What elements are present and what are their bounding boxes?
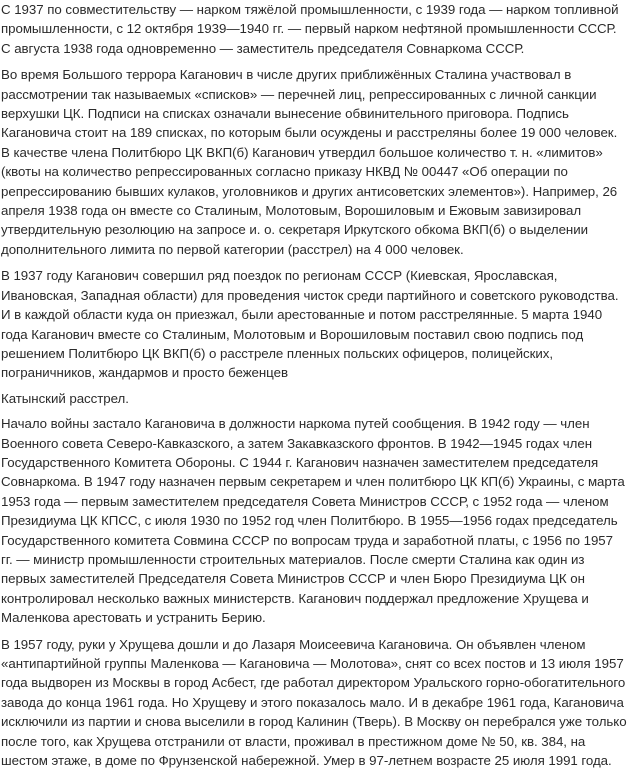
paragraph-1957-removal: В 1957 году, руки у Хрущева дошли и до Лазаря Моисеевича Кагановича. Он объявлен членом «антипартийной группы Маленкова — Кагановича — Молотова», снят со всех постов и 13 июля 1957 года выдворен из Москвы в город Асбест, где работал директором Уральского горно-обогатительного завода до конца 1961 года. Но Хрущеву и этого показалось мало. И в декабре 1961 года, Кагановича исключили из партии и снова выселили в город Калинин (Тверь). В Москву он перебрался уже только после того, как Хрущева отстранили от власти, проживал в престижном доме № 50, кв. 384, на шестом этаже, в доме по Фрунзенской набережной. Умер в 97-летнем возрасте 25 июля 1991 года. <box>1 636 627 769</box>
paragraph-ministries: С 1937 по совместительству — нарком тяжёлой промышленности, с 1939 года — нарком топливной промышленности, с 12 октября 1939—1940 гг. — первый нарком нефтяной промышленности СССР. С августа 1938 года одновременно — заместитель председателя Совнаркома СССР. <box>1 2 619 56</box>
paragraph-regional-purges: В 1937 году Каганович совершил ряд поездок по регионам СССР (Киевская, Ярославская, Ивановская, Западная области) для проведения чисток среди партийного и советского руководства. И в каждой области куда он приезжал, были арестованные и потом расстрелянные. 5 марта 1940 года Каганович вместе со Сталиным, Молотовым и Ворошиловым поставил свою подпись под решением Политбюро ЦК ВКП(б) о расстреле пленных польских офицеров, полицейских, пограничников, жандармов и просто беженцев <box>1 268 619 381</box>
paragraph-war-years: Начало войны застало Кагановича в должности наркома путей сообщения. В 1942 году — член Военного совета Северо-Кавказского, а затем Закавказского фронтов. В 1942—1945 годах член Государственного Комитета Обороны. С 1944 г. Каганович назначен заместителем председателя Совнаркома. В 1947 году назначен первым секретарем и член политбюро ЦК КП(б) Украины, с марта 1953 года — первым заместителем председателя Совета Министров СССР, с 1952 года — членом Президиума ЦК КПСС, с июля 1930 по 1952 год член Политбюро. В 1955—1956 годах председатель Государственного комитета Совмина СССР по вопросам труда и заработной платы, с 1956 по 1957 гг. — министр промышленности строительных материалов. После смерти Сталина как один из первых заместителей Председателя Совета Министров СССР и член Бюро Президиума ЦК он контролировал несколько важных министерств. Каганович поддержал предложение Хрущева и Маленкова арестовать и устранить Берию. <box>1 416 625 626</box>
paragraph-katyn: Катынский расстрел. <box>1 390 129 406</box>
paragraph-great-terror: Во время Большого террора Каганович в числе других приближённых Сталина участвовал в рассмотрении так называемых «списков» — перечней лиц, репрессированных с личной санкции верхушки ЦК. Подписи на списках означали вынесение обвинительного приговора. Подпись Кагановича стоит на 189 списках, по которым были осуждены и расстреляны более 19 000 человек. В качестве члена Политбюро ЦК ВКП(б) Каганович утвердил большое количество т. н. «лимитов» (квоты на количество репрессированных согласно приказу НКВД № 00447 «Об операции по репрессированию бывших кулаков, уголовников и других антисоветских элементов»). Например, 26 апреля 1938 года он вместе со Сталиным, Молотовым, Ворошиловым и Ежовым завизировал утвердительную резолюцию на запросе и. о. секретаря Иркутского обкома ВКП(б) о выделении дополнительного лимита по первой категории (расстрел) на 4 000 человек. <box>1 67 618 257</box>
